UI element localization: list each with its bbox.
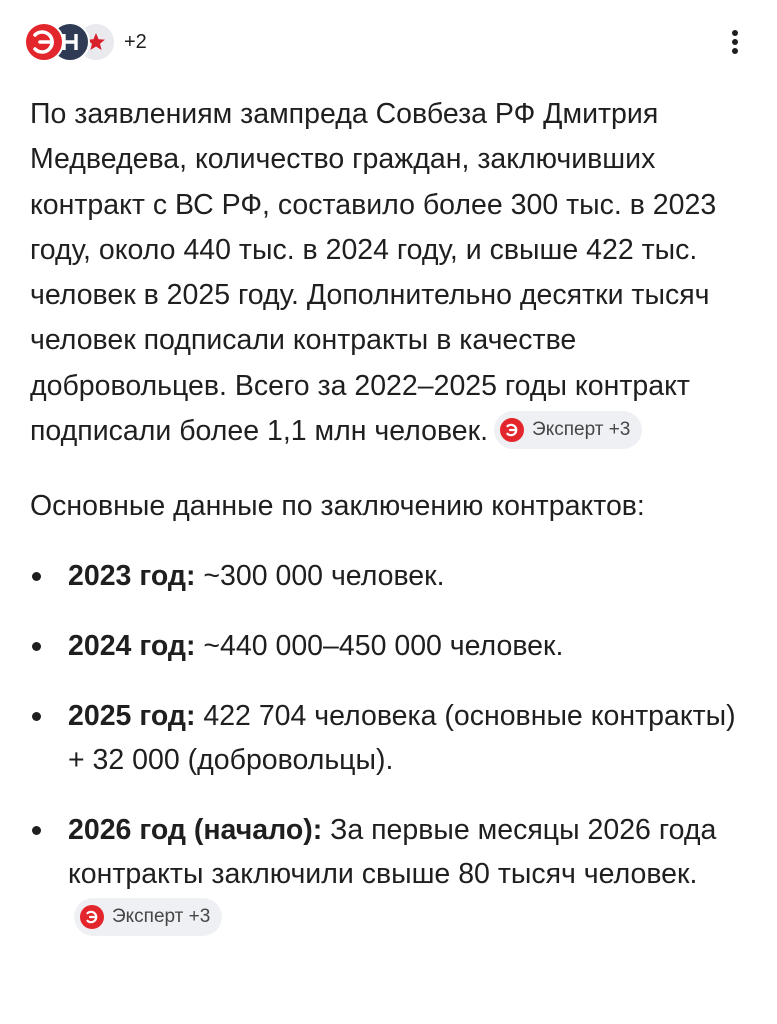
expert-icon xyxy=(500,418,524,442)
item-label: 2023 год: xyxy=(68,559,196,592)
item-label: 2025 год: xyxy=(68,699,196,732)
item-label: 2026 год (начало): xyxy=(68,813,323,846)
section-heading: Основные данные по заключению контрактов: xyxy=(30,490,645,523)
more-sources-count: +2 xyxy=(124,30,147,53)
list-item xyxy=(30,694,742,782)
item-text: За первые месяцы 2026 года контракты заключили свыше 80 тысяч человек. xyxy=(68,813,717,890)
source-chip[interactable] xyxy=(74,898,222,936)
item-label: 2024 год: xyxy=(68,629,196,662)
source-chip-label: Эксперт +3 xyxy=(532,419,631,441)
contracts-list xyxy=(30,554,742,940)
list-item xyxy=(30,808,742,940)
expert-logo xyxy=(24,22,64,62)
item-text: 422 704 человека (основные контракты) + 32 000 (добровольцы). xyxy=(68,699,736,776)
more-options-button[interactable] xyxy=(719,24,751,60)
more-vert-icon xyxy=(731,29,739,55)
item-text: ~440 000–450 000 человек. xyxy=(195,629,564,662)
bullet-icon xyxy=(32,642,41,651)
bullet-icon xyxy=(32,826,41,835)
bullet-icon xyxy=(32,572,41,581)
list-item xyxy=(30,624,742,668)
list-item xyxy=(30,554,742,598)
source-header xyxy=(24,20,753,64)
expert-icon xyxy=(80,905,104,929)
bullet-icon xyxy=(32,712,41,721)
answer-content xyxy=(30,92,742,966)
summary-text: По заявлениям зампреда Совбеза РФ Дмитрия Медведева, количество граждан, заключивших контракт с ВС РФ, составило более 300 тыс. в 2023 году, около 440 тыс. в 2024 году, и свыше 422 тыс. человек в 2025 году. Дополнительно десятки тысяч человек подписали контракты в качестве добровольцев. Всего за 2022–2025 годы контракт подписали более 1,1 млн человек. xyxy=(30,98,717,448)
summary-paragraph xyxy=(30,92,742,454)
item-text: ~300 000 человек. xyxy=(195,559,445,592)
source-chip[interactable] xyxy=(494,411,642,449)
source-chip-label: Эксперт +3 xyxy=(112,905,211,927)
source-logos[interactable] xyxy=(24,20,147,64)
